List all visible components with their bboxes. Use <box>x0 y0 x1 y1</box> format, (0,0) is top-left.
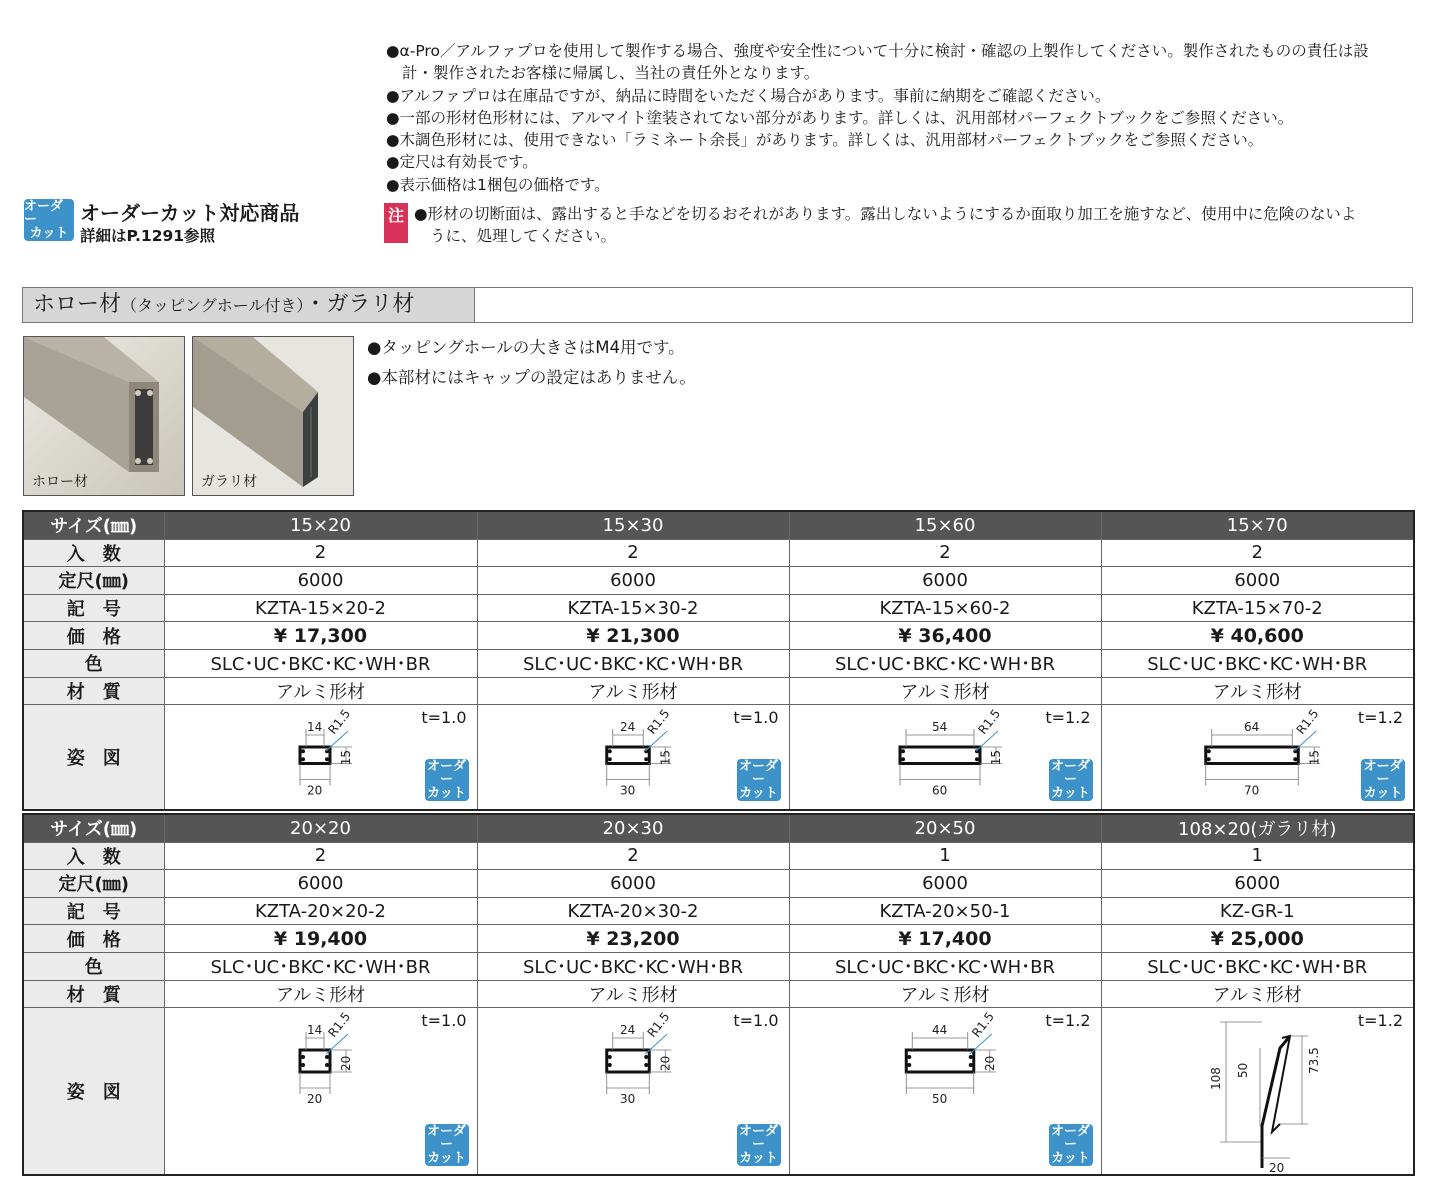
badge-line: オーダー <box>426 1123 466 1153</box>
cell-color: SLC･UC･BKC･KC･WH･BR <box>477 649 789 677</box>
row-label: 記 号 <box>23 594 164 622</box>
cell-qty: 2 <box>789 539 1101 567</box>
row-price <box>23 925 1414 953</box>
note-line: ●木調色形材には、使用できない「ラミネート余長」があります。詳しくは、汎用部材パーフェクトブックをご参照ください。 <box>386 131 1264 150</box>
row-color <box>23 649 1414 677</box>
caution-icon: 注 <box>384 203 408 243</box>
note-line: ●アルファプロは在庫品ですが、納品に時間をいただく場合があります。事前に納期をご確認ください。 <box>386 86 1111 105</box>
cell-length: 6000 <box>789 567 1101 595</box>
cell-size: 20×50 <box>789 814 1101 842</box>
dim-radius: R1.5 <box>968 1009 997 1041</box>
cell-size: 15×30 <box>477 511 789 539</box>
cell-price: ¥ 36,400 <box>789 622 1101 650</box>
cross-section-drawing <box>790 1008 1097 1112</box>
badge-line: オーダー <box>426 758 466 788</box>
spec-table-1 <box>22 510 1415 811</box>
badge-line: カット <box>739 785 778 801</box>
dim-top: 14 <box>306 720 322 735</box>
note-line: 計・製作されたお客様に帰属し、当社の責任外となります。 <box>402 64 820 83</box>
badge-line: オーダー <box>738 1123 778 1153</box>
dim-side: 15 <box>657 750 672 766</box>
cell-material: アルミ形材 <box>1101 677 1414 705</box>
badge-line: オーダー <box>738 758 778 788</box>
spec-table-2 <box>22 813 1415 1176</box>
cell-length: 6000 <box>1101 870 1414 898</box>
cell-material: アルミ形材 <box>164 677 477 705</box>
order-cut-badge <box>24 199 74 241</box>
cell-size: 20×30 <box>477 814 789 842</box>
title-paren: （タッピングホール付き） <box>121 296 305 315</box>
cell-code: KZTA-15×70-2 <box>1101 594 1414 622</box>
cell-figure <box>477 705 789 811</box>
row-label: 価 格 <box>23 925 164 953</box>
row-label: 姿 図 <box>23 1008 164 1176</box>
cell-figure <box>789 1008 1101 1176</box>
badge-line: オーダー <box>1363 758 1403 788</box>
louver-cross-section-drawing <box>1102 1008 1409 1176</box>
cell-figure <box>789 705 1101 811</box>
caution-line: ●形材の切断面は、露出すると手などを切るおそれがあります。露出しないようにするか面取り加工を施すなど、使用中に危険のないよ <box>414 205 1357 223</box>
cell-material: アルミ形材 <box>789 677 1101 705</box>
louver-profile-photo <box>192 336 354 496</box>
cell-size: 15×70 <box>1101 511 1414 539</box>
cell-color: SLC･UC･BKC･KC･WH･BR <box>164 952 477 980</box>
row-size <box>23 814 1414 842</box>
dim-bottom: 60 <box>931 783 947 798</box>
row-figure <box>23 1008 1414 1176</box>
dim-radius: R1.5 <box>324 1009 353 1041</box>
order-cut-badge <box>737 759 781 801</box>
badge-line: カット <box>1363 785 1403 801</box>
title-tail: ・ガラリ材 <box>304 292 415 317</box>
cell-material: アルミ形材 <box>164 980 477 1008</box>
thickness-label: t=1.2 <box>1045 708 1091 728</box>
dim-mid: 50 <box>1235 1062 1250 1079</box>
dim-top: 54 <box>931 720 947 735</box>
order-cut-badge <box>1361 759 1405 801</box>
row-material <box>23 980 1414 1008</box>
cell-price: ¥ 25,000 <box>1101 925 1414 953</box>
row-figure <box>23 705 1414 811</box>
photo-label: ホロー材 <box>32 474 88 490</box>
cell-color: SLC･UC･BKC･KC･WH･BR <box>789 952 1101 980</box>
cell-length: 6000 <box>1101 567 1414 595</box>
row-label: 定尺(㎜) <box>23 870 164 898</box>
cell-color: SLC･UC･BKC･KC･WH･BR <box>477 952 789 980</box>
row-material <box>23 677 1414 705</box>
section-header <box>22 287 1413 323</box>
feature-note: ●タッピングホールの大きさはM4用です。 <box>367 338 685 357</box>
dim-radius: R1.5 <box>1293 706 1321 738</box>
cell-material: アルミ形材 <box>477 677 789 705</box>
dim-bottom: 20 <box>1268 1161 1284 1176</box>
cell-code: KZTA-15×20-2 <box>164 594 477 622</box>
row-size <box>23 511 1414 539</box>
dim-top: 14 <box>306 1023 322 1038</box>
cell-material: アルミ形材 <box>1101 980 1414 1008</box>
hollow-profile-photo <box>23 336 185 496</box>
cell-color: SLC･UC･BKC･KC･WH･BR <box>789 649 1101 677</box>
badge-line: カット <box>29 225 69 241</box>
dim-top: 24 <box>619 720 635 735</box>
cell-figure <box>1101 1008 1414 1176</box>
dim-right: 73.5 <box>1306 1047 1321 1075</box>
row-label: サイズ(㎜) <box>23 511 164 539</box>
cell-price: ¥ 23,200 <box>477 925 789 953</box>
row-label: 姿 図 <box>23 705 164 811</box>
thickness-label: t=1.0 <box>421 1011 467 1031</box>
dim-side: 20 <box>338 1055 353 1072</box>
cell-price: ¥ 40,600 <box>1101 622 1414 650</box>
thickness-label: t=1.2 <box>1045 1011 1091 1031</box>
cell-price: ¥ 19,400 <box>164 925 477 953</box>
cell-figure <box>1101 705 1414 811</box>
thickness-label: t=1.2 <box>1357 1011 1403 1031</box>
cell-code: KZTA-20×30-2 <box>477 897 789 925</box>
thickness-label: t=1.2 <box>1357 708 1403 728</box>
dim-radius: R1.5 <box>974 706 1003 738</box>
row-length <box>23 870 1414 898</box>
row-code <box>23 594 1414 622</box>
cell-code: KZTA-20×20-2 <box>164 897 477 925</box>
dim-height: 108 <box>1208 1067 1223 1091</box>
thickness-label: t=1.0 <box>733 1011 779 1031</box>
cell-qty: 2 <box>477 539 789 567</box>
caution-note <box>414 203 1424 248</box>
title-main: ホロー材 <box>33 292 122 317</box>
cell-color: SLC･UC･BKC･KC･WH･BR <box>1101 952 1414 980</box>
note-line: ●一部の形材色形材には、アルマイト塗装されてない部分があります。詳しくは、汎用部材パーフェクトブックをご参照ください。 <box>386 108 1294 127</box>
note-line: ●定尺は有効長です。 <box>386 153 538 172</box>
cell-length: 6000 <box>477 870 789 898</box>
dim-side: 20 <box>657 1055 672 1072</box>
cell-material: アルミ形材 <box>789 980 1101 1008</box>
cell-figure <box>164 1008 477 1176</box>
cross-section-drawing <box>478 1008 785 1112</box>
cell-qty: 2 <box>164 539 477 567</box>
cell-size: 20×20 <box>164 814 477 842</box>
badge-line: カット <box>739 1150 778 1166</box>
cell-qty: 1 <box>789 842 1101 870</box>
badge-line: カット <box>427 785 466 801</box>
badge-line: カット <box>1051 1150 1090 1166</box>
dim-top: 24 <box>619 1023 635 1038</box>
row-qty <box>23 539 1414 567</box>
dim-bottom: 30 <box>619 783 635 798</box>
order-cut-badge <box>425 759 469 801</box>
cell-qty: 2 <box>164 842 477 870</box>
dim-bottom: 20 <box>306 1092 322 1107</box>
cell-length: 6000 <box>164 567 477 595</box>
row-label: 材 質 <box>23 980 164 1008</box>
cell-color: SLC･UC･BKC･KC･WH･BR <box>164 649 477 677</box>
badge-line: カット <box>1051 785 1090 801</box>
dim-radius: R1.5 <box>644 706 672 738</box>
dim-bottom: 50 <box>931 1092 947 1107</box>
cell-color: SLC･UC･BKC･KC･WH･BR <box>1101 649 1414 677</box>
badge-line: オーダー <box>1050 758 1090 788</box>
order-cut-reference: 詳細はP.1291参照 <box>80 227 216 245</box>
cell-size: 15×60 <box>789 511 1101 539</box>
cell-length: 6000 <box>789 870 1101 898</box>
cell-length: 6000 <box>477 567 789 595</box>
dim-bottom: 70 <box>1243 783 1259 798</box>
row-color <box>23 952 1414 980</box>
photo-label: ガラリ材 <box>201 474 257 490</box>
order-cut-badge <box>425 1124 469 1166</box>
dim-top: 64 <box>1243 720 1259 735</box>
row-label: 色 <box>23 952 164 980</box>
row-label: 材 質 <box>23 677 164 705</box>
row-qty <box>23 842 1414 870</box>
row-label: 入 数 <box>23 842 164 870</box>
note-line: ●表示価格は1梱包の価格です。 <box>386 175 610 194</box>
row-label: 入 数 <box>23 539 164 567</box>
dim-bottom: 20 <box>306 783 322 798</box>
dim-radius: R1.5 <box>644 1009 672 1041</box>
order-cut-title: オーダーカット対応商品 <box>80 201 300 225</box>
cross-section-drawing <box>165 1008 472 1112</box>
badge-line: カット <box>427 1150 466 1166</box>
dim-bottom: 30 <box>619 1092 635 1107</box>
cell-price: ¥ 21,300 <box>477 622 789 650</box>
row-label: 価 格 <box>23 622 164 650</box>
row-label: 記 号 <box>23 897 164 925</box>
dim-side: 15 <box>988 750 1003 766</box>
cell-price: ¥ 17,300 <box>164 622 477 650</box>
badge-line: オーダー <box>24 198 64 228</box>
cell-size: 15×20 <box>164 511 477 539</box>
cell-code: KZTA-20×50-1 <box>789 897 1101 925</box>
section-title <box>23 288 475 322</box>
cell-qty: 1 <box>1101 842 1414 870</box>
dim-top: 44 <box>931 1023 947 1038</box>
cell-size: 108×20(ガラリ材) <box>1101 814 1414 842</box>
cell-material: アルミ形材 <box>477 980 789 1008</box>
dim-side: 15 <box>1306 750 1321 766</box>
thickness-label: t=1.0 <box>733 708 779 728</box>
cell-code: KZTA-15×60-2 <box>789 594 1101 622</box>
dim-radius: R1.5 <box>324 706 353 738</box>
row-price <box>23 622 1414 650</box>
cell-code: KZTA-15×30-2 <box>477 594 789 622</box>
row-code <box>23 897 1414 925</box>
cell-figure <box>164 705 477 811</box>
caution-line: うに、処理してください。 <box>430 227 617 246</box>
cell-price: ¥ 17,400 <box>789 925 1101 953</box>
order-cut-badge <box>737 1124 781 1166</box>
row-length <box>23 567 1414 595</box>
cell-figure <box>477 1008 789 1176</box>
note-line: ●α-Pro／アルファプロを使用して製作する場合、強度や安全性について十分に検討・確認の上製作してください。製作されたものの責任は設 <box>386 42 1369 60</box>
order-cut-badge <box>1049 759 1093 801</box>
thickness-label: t=1.0 <box>421 708 467 728</box>
feature-note: ●本部材にはキャップの設定はありません。 <box>367 368 696 387</box>
cell-code: KZ-GR-1 <box>1101 897 1414 925</box>
cell-length: 6000 <box>164 870 477 898</box>
row-label: 色 <box>23 649 164 677</box>
cell-qty: 2 <box>477 842 789 870</box>
cell-qty: 2 <box>1101 539 1414 567</box>
dim-side: 15 <box>338 750 353 766</box>
badge-line: オーダー <box>1050 1123 1090 1153</box>
usage-notes <box>386 40 1426 196</box>
row-label: サイズ(㎜) <box>23 814 164 842</box>
dim-side: 20 <box>982 1055 997 1072</box>
row-label: 定尺(㎜) <box>23 567 164 595</box>
order-cut-badge <box>1049 1124 1093 1166</box>
